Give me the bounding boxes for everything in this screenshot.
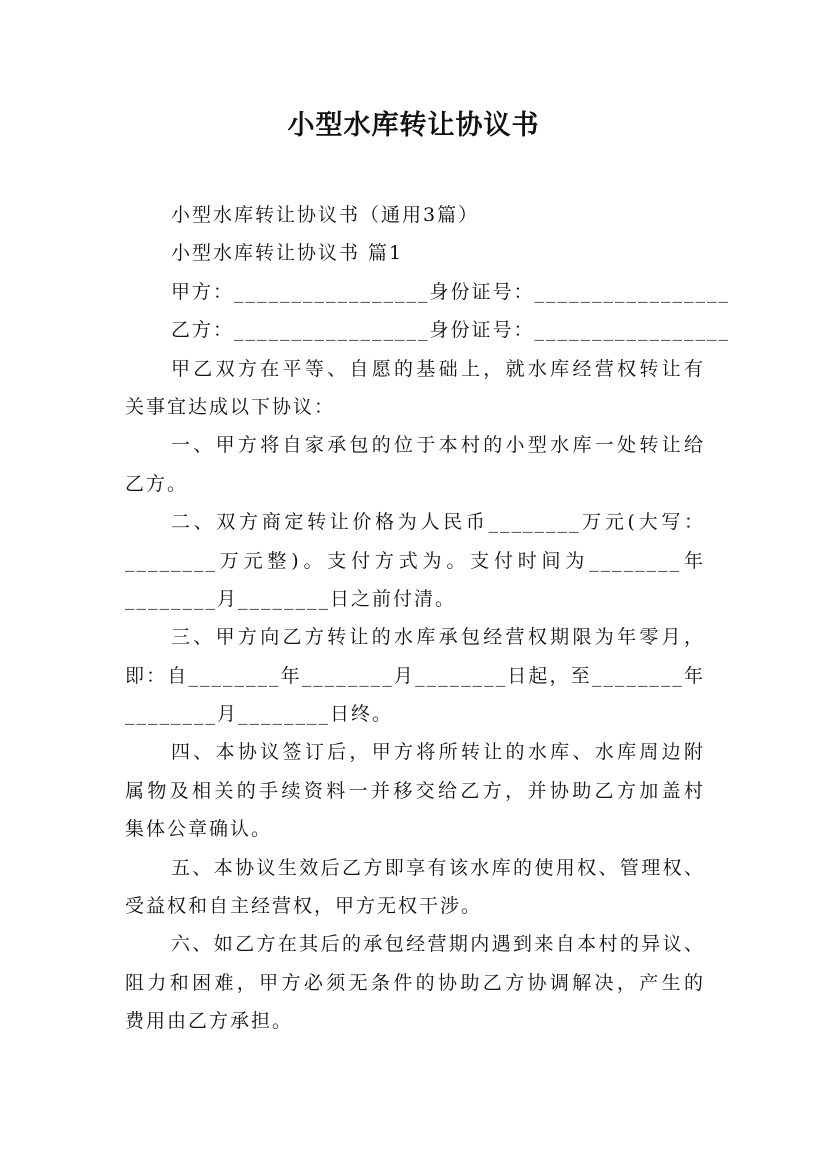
clause-4-line-2: 属物及相关的手续资料一并移交给乙方，并协助乙方加盖村 [125,779,705,802]
clause-4-line-1: 四、本协议签订后，甲方将所转让的水库、水库周边附 [171,741,705,764]
clause-4-line-3: 集体公章确认。 [125,818,273,841]
clause-3-line-2: 即：自________年________月________日起，至________年 [125,664,705,687]
clause-2-line-1: 二、双方商定转让价格为人民币________万元(大写： [171,511,705,534]
party-b-line: 乙方：_________________身份证号：_________________ [171,319,731,342]
intro-line-1: 甲乙双方在平等、自愿的基础上，就水库经营权转让有 [171,357,705,380]
clause-2-line-3: ________月________日之前付清。 [125,587,457,610]
clause-6-line-3: 费用由乙方承担。 [125,1010,294,1033]
clause-5-line-1: 五、本协议生效后乙方即享有该水库的使用权、管理权、 [171,856,705,879]
clause-6-line-2: 阻力和困难，甲方必须无条件的协助乙方协调解决，产生的 [125,971,705,994]
document-title: 小型水库转让协议书 [287,110,540,141]
clause-5-line-2: 受益权和自主经营权，甲方无权干涉。 [125,895,483,918]
clause-6-line-1: 六、如乙方在其后的承包经营期内遇到来自本村的异议、 [171,933,705,956]
party-a-line: 甲方：_________________身份证号：_________________ [171,280,731,303]
section-heading: 小型水库转让协议书 篇1 [171,242,404,265]
clause-1-line-1: 一、甲方将自家承包的位于本村的小型水库一处转让给 [171,434,705,457]
clause-3-line-3: ________月________日终。 [125,703,394,726]
clause-1-line-2: 乙方。 [125,472,189,495]
document-body [125,196,731,1041]
intro-line-2: 关事宜达成以下协议： [125,395,336,418]
document-subtitle: 小型水库转让协议书（通用3篇） [171,204,480,226]
clause-3-line-1: 三、甲方向乙方转让的水库承包经营权期限为年零月， [171,626,705,649]
clause-2-line-2: ________万元整)。支付方式为。支付时间为________年 [125,549,705,572]
